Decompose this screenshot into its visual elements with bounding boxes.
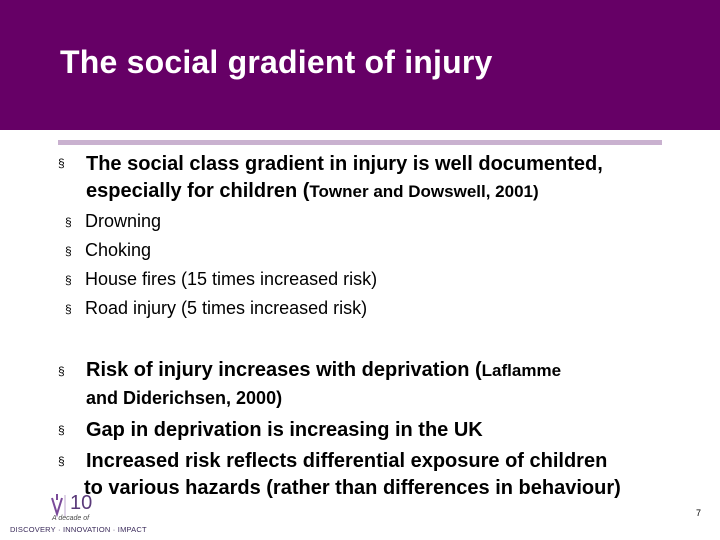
point-4-line-2: to various hazards (rather than differences in behaviour) (84, 477, 621, 499)
sub-item-drowning: Drowning (85, 211, 162, 231)
point-2-line-1 (86, 359, 561, 382)
point-1-text: especially for children ( (86, 180, 310, 202)
logo-tagline: A decade of (52, 515, 90, 522)
bullet-icon: § (58, 364, 65, 378)
bullet-icon: § (58, 156, 65, 170)
point-1-citation: Towner and Dowswell, 2001) (309, 182, 539, 201)
slide-title: The social gradient of injury (60, 44, 493, 80)
point-1-line-2 (86, 180, 539, 203)
sub-bullet-icon: § (65, 244, 72, 258)
point-4-line-1: Increased risk reflects differential exposure of children (86, 450, 608, 472)
point-2-citation: Laflamme (481, 361, 562, 380)
title-bar (0, 0, 720, 130)
sub-item-choking: Choking (85, 240, 152, 260)
logo-number: 10 (70, 492, 93, 514)
bullet-icon: § (58, 423, 65, 437)
logo-subtitle: DISCOVERY · INNOVATION · IMPACT (10, 525, 147, 534)
title-underline (58, 140, 662, 145)
decade-logo (8, 492, 147, 536)
sub-bullet-icon: § (65, 215, 72, 229)
point-1-line-1: The social class gradient in injury is well documented, (86, 153, 603, 175)
sub-item-road-injury: Road injury (5 times increased risk) (85, 298, 368, 318)
point-2-line-2: and Diderichsen, 2000) (86, 388, 283, 408)
point-2-text: Risk of injury increases with deprivation ( (86, 359, 482, 381)
sub-bullet-icon: § (65, 302, 72, 316)
point-3-line-1: Gap in deprivation is increasing in the UK (86, 419, 483, 441)
page-number: 7 (696, 508, 702, 518)
sub-item-house-fires: House fires (15 times increased risk) (85, 269, 378, 289)
sub-bullet-icon: § (65, 273, 72, 287)
bullet-icon: § (58, 454, 65, 468)
